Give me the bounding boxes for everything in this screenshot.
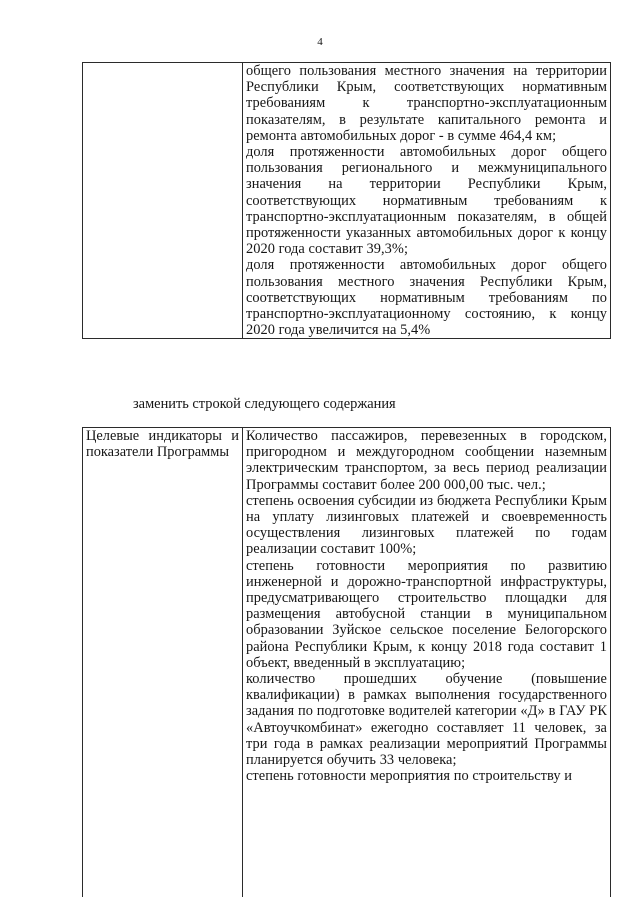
row-label-text: Целевые индикаторы и показатели Программы	[86, 428, 239, 461]
row-content-text: общего пользования местного значения на территории Республики Крым, соответствующих нормативным требованиям к транспортно-эксплуатационным показателям, в результате капитального ремонта и ремонта автомобильных дорог - в сумме 464,4 км; доля протяженности автомобильных дорог общего пользования регионального и межмуниципального значения на территории Республики Крым, соответствующих нормативным требованиям к транспортно-эксплуатационным показателям, в общей протяженности указанных автомобильных дорог к концу 2020 года составит 39,3%; доля протяженности автомобильных дорог общего пользования местного значения Республики Крым, соответствующих нормативным требованиям по транспортно-эксплуатационному состоянию, к концу 2020 года увеличится на 5,4%	[246, 63, 607, 339]
program-table-new-row	[82, 427, 611, 897]
table-cell-label	[83, 428, 243, 898]
row-content-text: Количество пассажиров, перевезенных в городском, пригородном и междугородном сообщении наземным электрическим транспортом, за весь период реализации Программы составит более 200 000,00 тыс. чел.; степень освоения субсидии из бюджета Республики Крым на уплату лизинговых платежей и своевременность осуществления лизинговых платежей по годам реализации составит 100%; степень готовности мероприятия по развитию инженерной и дорожно-транспортной инфраструктуры, предусматривающего строительство площадки для размещения автобусной станции в муниципальном образовании Зуйское сельское поселение Белогорского района Республики Крым, к концу 2018 года составит 1 объект, введенный в эксплуатацию; количество прошедших обучение (повышение квалификации) в рамках выполнения государственного задания по подготовке водителей категории «Д» в ГАУ РК «Автоучкомбинат» ежегодно составляет 11 человек, за три года в рамках реализации мероприятий Программы планируется обучить 33 человека; степень готовности мероприятия по строительству и	[246, 428, 607, 785]
table-cell-label	[83, 63, 243, 339]
page-number: 4	[317, 36, 323, 48]
program-table-old-row	[82, 62, 611, 339]
table-cell-content	[243, 428, 611, 898]
table-row	[83, 428, 611, 898]
table-cell-content	[243, 63, 611, 339]
replacement-instruction: заменить строкой следующего содержания	[133, 396, 396, 412]
table-row	[83, 63, 611, 339]
